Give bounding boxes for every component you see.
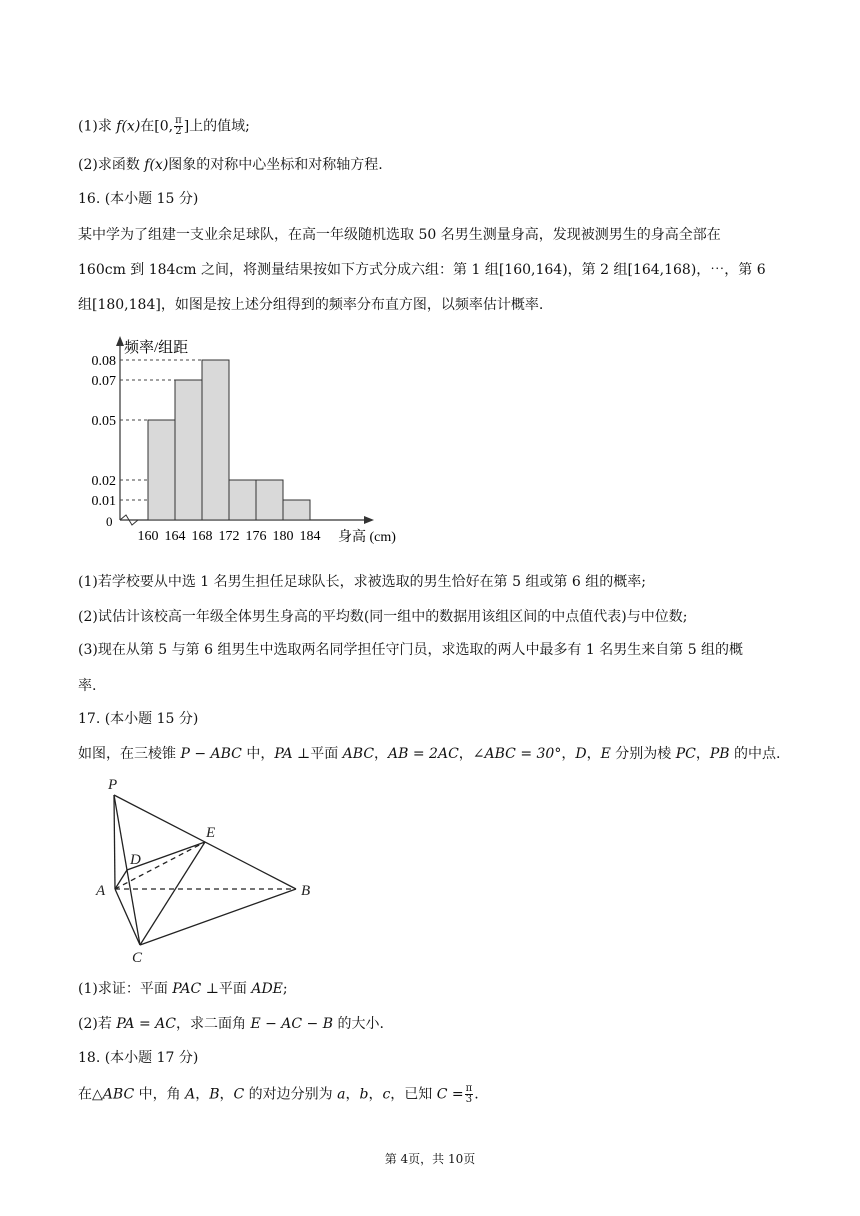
- label-P: P: [108, 777, 118, 793]
- math: AB = 2AC: [388, 746, 459, 762]
- text: ;: [282, 981, 288, 997]
- q15-part1: [78, 116, 800, 137]
- q16-part1: (1)若学校要从中选 1 名男生担任足球队长，求被选取的男生恰好在第 5 组或第 6 组的概率;: [78, 574, 646, 590]
- text: ，: [374, 746, 389, 762]
- text: .: [474, 1086, 479, 1103]
- math: PC: [675, 746, 696, 762]
- math: a: [337, 1086, 346, 1103]
- q17-part2: [78, 1014, 800, 1034]
- histogram-bar: [283, 500, 310, 520]
- q16-intro-line1: 某中学为了组建一支业余足球队，在高一年级随机选取 50 名男生测量身高，发现被测男生的身高全部在: [78, 227, 721, 243]
- text: (1)求证：平面: [78, 981, 173, 997]
- text: ]上的值域;: [183, 118, 250, 135]
- numerator: π: [465, 1083, 473, 1094]
- text: ，: [345, 1086, 360, 1103]
- text: 在[0,: [140, 118, 174, 135]
- fraction: [174, 116, 183, 137]
- q16-intro-line3: 组[180,184]，如图是按上述分组得到的频率分布直方图，以频率估计概率.: [78, 297, 544, 313]
- x-tick-label: 184: [299, 529, 321, 544]
- edge-CE: [140, 842, 205, 945]
- triangle-symbol: △: [92, 1086, 103, 1103]
- math: PA = AC: [116, 1016, 176, 1032]
- text: ，: [368, 1086, 383, 1103]
- math: PB: [709, 746, 730, 762]
- q17-part1: [78, 979, 800, 999]
- math: f(x): [144, 157, 169, 173]
- text: ⊥平面: [201, 981, 252, 997]
- text: 图象的对称中心坐标和对称轴方程.: [168, 157, 383, 173]
- text: ，已知: [390, 1086, 437, 1103]
- histogram-bar: [229, 480, 256, 520]
- x-tick-label: 172: [218, 529, 240, 544]
- x-tick-label: 164: [164, 529, 186, 544]
- label-B: B: [301, 883, 311, 899]
- math: E − AC − B: [250, 1016, 334, 1032]
- math: E: [600, 746, 611, 762]
- math: PA: [274, 746, 293, 762]
- q18-header: 18. (本小题 17 分): [78, 1050, 199, 1066]
- text: ，: [695, 746, 710, 762]
- histogram-bar: [148, 420, 175, 520]
- text: ，: [586, 746, 601, 762]
- x-tick-label: 176: [245, 529, 267, 544]
- fraction: [465, 1084, 474, 1105]
- text: 在: [78, 1086, 92, 1103]
- math: B: [209, 1086, 220, 1103]
- y-axis-label: 频率/组距: [124, 340, 189, 356]
- math: D: [575, 746, 587, 762]
- edge-CB: [140, 889, 296, 945]
- y-tick-label: 0.07: [91, 374, 116, 389]
- page-footer: 第 4页，共 10页: [384, 1152, 476, 1166]
- y-tick-label: 0.08: [91, 354, 116, 369]
- text: 如图，在三棱锥: [78, 746, 181, 762]
- text: ，: [219, 1086, 234, 1103]
- x-axis-arrow: [364, 516, 374, 524]
- x-axis-label: 身高 (cm): [338, 530, 396, 545]
- text: ，求二面角: [175, 1016, 251, 1032]
- text: 的大小.: [333, 1016, 384, 1032]
- math: PAC: [172, 981, 202, 997]
- x-tick-label: 180: [272, 529, 294, 544]
- histogram-bar: [175, 380, 202, 520]
- math: C: [233, 1086, 245, 1103]
- label-E: E: [206, 825, 216, 841]
- math: c: [382, 1086, 391, 1103]
- q16-part3-line2: 率.: [78, 678, 97, 694]
- edge-PA: [114, 795, 115, 889]
- math: ADE: [251, 981, 283, 997]
- text: 的对边分别为: [244, 1086, 338, 1103]
- y-tick-label: 0.01: [91, 494, 116, 509]
- text: 的中点.: [729, 746, 781, 762]
- frequency-histogram: [91, 330, 400, 550]
- math: C =: [436, 1086, 464, 1103]
- q17-intro: [78, 744, 800, 764]
- text: ⊥平面: [292, 746, 343, 762]
- text: (2)若: [78, 1016, 117, 1032]
- text: ，: [195, 1086, 210, 1103]
- label-A: A: [96, 883, 106, 899]
- text: ，: [561, 746, 576, 762]
- histogram-bar: [202, 360, 229, 520]
- math: f(x): [116, 118, 141, 135]
- math: b: [359, 1086, 369, 1103]
- math: ABC: [102, 1086, 135, 1103]
- x-tick-label: 168: [191, 529, 213, 544]
- text: 中，: [241, 746, 275, 762]
- q16-part3-line1: (3)现在从第 5 与第 6 组男生中选取两名同学担任守门员，求选取的两人中最多有 1 名男生来自第 5 组的概: [78, 642, 744, 658]
- y-axis-arrow: [116, 336, 124, 346]
- edge-AD: [115, 870, 127, 889]
- histogram-bar: [256, 480, 283, 520]
- text: (1)求: [78, 118, 117, 135]
- q18-intro: [78, 1084, 800, 1105]
- label-C: C: [132, 950, 143, 966]
- text: (2)求函数: [78, 157, 145, 173]
- math: ABC: [342, 746, 375, 762]
- y-tick-label: 0.05: [91, 414, 116, 429]
- y-tick-label: 0.02: [91, 474, 116, 489]
- q16-part2: (2)试估计该校高一年级全体男生身高的平均数(同一组中的数据用该组区间的中点值代表)与中位数;: [78, 609, 688, 625]
- text: 中，角: [134, 1086, 186, 1103]
- math: A: [185, 1086, 196, 1103]
- numerator: π: [175, 115, 182, 126]
- edge-AC: [115, 889, 140, 945]
- text: 分别为棱: [610, 746, 676, 762]
- denominator: 2: [175, 126, 182, 137]
- q17-header: 17. (本小题 15 分): [78, 711, 199, 727]
- math: ∠ABC = 30°: [472, 746, 562, 762]
- text: ，: [458, 746, 473, 762]
- q15-part2: [78, 155, 800, 175]
- q16-header: 16. (本小题 15 分): [78, 191, 199, 207]
- q16-intro-line2: 160cm 到 184cm 之间，将测量结果按如下方式分成六组：第 1 组[160,164)，第 2 组[164,168)，⋯，第 6: [78, 262, 766, 278]
- label-D: D: [130, 852, 141, 868]
- denominator: 3: [465, 1094, 473, 1105]
- x-tick-label: 160: [137, 529, 159, 544]
- math: P − ABC: [180, 746, 242, 762]
- origin-label: 0: [106, 514, 113, 529]
- tetrahedron-figure: [88, 775, 328, 965]
